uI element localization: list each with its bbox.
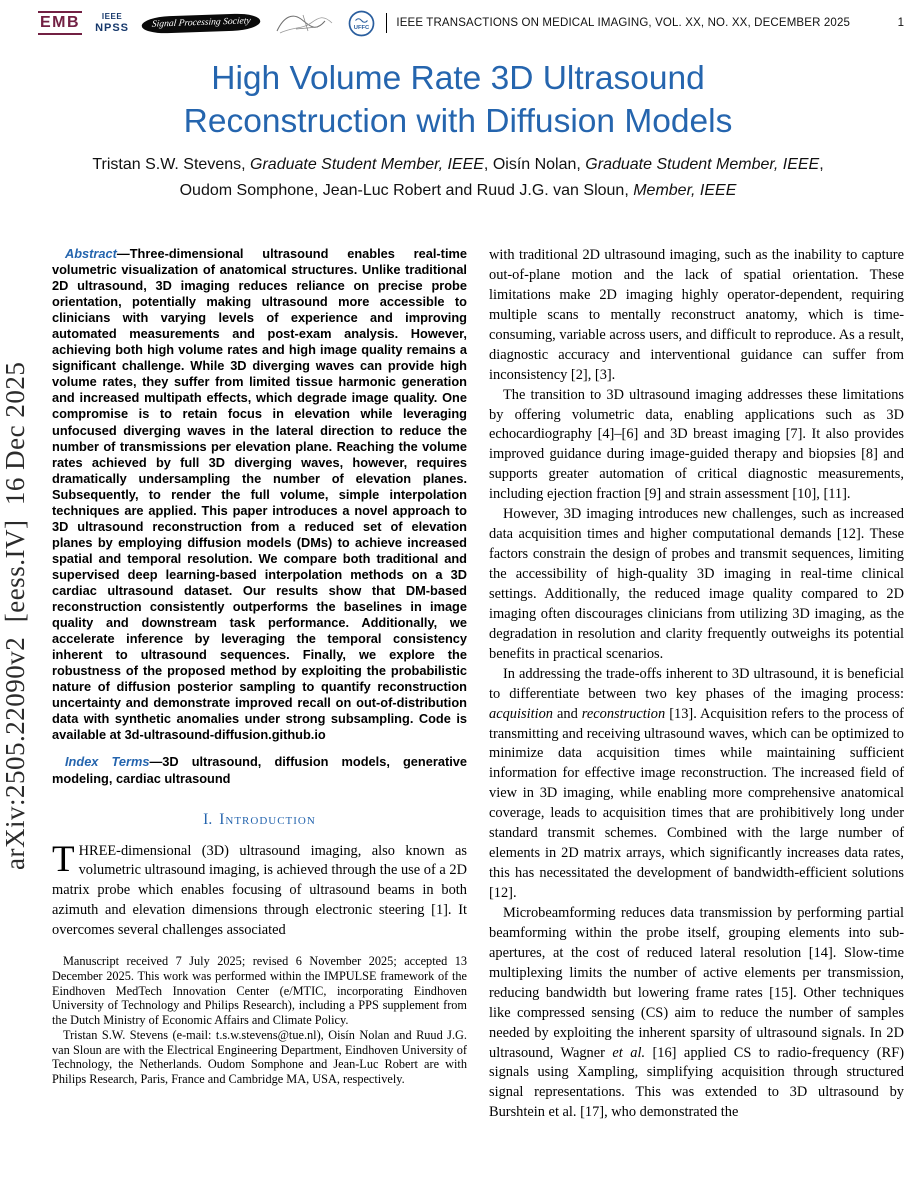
abstract-label: Abstract [65,246,117,261]
abstract-text: —Three-dimensional ultrasound enables real-time volumetric visualization of anatomical structures. Unlike traditional 2D ultrasound, 3D imaging reduces reliance on precise probe orientation, potentially making ultrasound more accessible to clinicians with varying levels of experience and improving automated measurements and post-exam analysis. However, achieving both high volume rates and high image quality remains a significant challenge. While 3D diverging waves can provide high volume rates, they suffer from limited tissue harmonic generation and increased multipath effects, which degrade image quality. One compromise is to retain focus in elevation while leveraging unfocused diverging waves in the lateral direction to reduce the number of transmissions per elevation plane. Reaching the volume rates achieved by full 3D diverging waves, however, requires dramatically undersampling the number of elevation planes. Subsequently, to render the full volume, simple interpolation techniques are applied. This paper introduces a novel approach to 3D ultrasound reconstruction from a reduced set of elevation planes by employing diffusion models (DMs) to achieve increased spatial and temporal resolution. We compare both traditional and supervised deep learning-based interpolation methods on a 3D cardiac ultrasound dataset. Our results show that DM-based reconstruction consistently outperforms the baselines in image quality and downstream task performance. Additionally, we accelerate inference by leveraging the temporal consistency inherent to ultrasound sequences. Finally, we explore the robustness of the proposed method by exploiting the probabilistic nature of diffusion posterior sampling to quantify reconstruction uncertainty and demonstrate improved recall on out-of-distribution data with synthetic anomalies under strong subsampling. Code is available at [52,246,467,743]
index-terms [52,754,467,786]
body-paragraph [489,386,904,506]
sps-banner-text: Signal Processing Society [141,12,262,33]
footnote-manuscript: Manuscript received 7 July 2025; revised 6 November 2025; accepted 13 December 2025. This work was performed within the IMPULSE framework of the Eindhoven MedTech Innovation Center (e/MTIC, incorporating Eindhoven University of Technology and Philips Research), including a PPS supplement from the Dutch Ministry of Economic Affairs and Climate Policy. [52,954,467,1028]
abstract [52,246,467,743]
italic-text: Graduate Student Member, IEEE [585,156,820,173]
running-header [38,6,904,40]
body-paragraph [489,505,904,665]
header-divider [386,13,387,33]
section-number: I. [203,810,213,828]
text-run: The transition to 3D ultrasound imaging addresses these limitations by offering volumetric data, enabling applications such as 3D echocardiography [4]–[6] and 3D breast imaging [7]. It also provides improved guidance during image-guided therapy and biopsies [8] and supports greater automation of critical diagnostic measurements, including ejection fraction [9] and strain assessment [10], [11]. [489,386,904,503]
intro-paragraph [52,838,467,942]
text-run: with traditional 2D ultrasound imaging, such as the inability to capture out-of-plane motion and the lack of spatial orientation. These limitations make 2D imaging highly operator-dependent, requiring multiple scans to mentally reconstruct anatomy, which is time-consuming, variable across users, and difficult to reproduce. As a result, diagnostic accuracy and interventional guidance can suffer from inconsistency [2], [3]. [489,247,904,383]
text-run: [13]. Acquisition refers to the process of transmitting and receiving ultrasound waves, which can be optimized to minimize data acquisition times while maintaining sufficient information for effective image reconstruction. The increased field of view in 3D imaging, while enabling more comprehensive anatomical coverage, leads to acquisition times that are prohibitively long under standard transmit schemes. Combined with the large number of elements in 2D matrix arrays, which significantly increases data rates, this has necessitated the development of bandwidth-efficient solutions [12]. [489,705,904,901]
arxiv-watermark: arXiv:2505.22090v2 [eess.IV] 16 Dec 2025 [0,361,30,871]
uffc-wordmark: UFFC [354,24,370,31]
page-number: 1 [897,17,904,29]
author-line-2 [0,178,916,204]
publisher-logos [38,10,375,37]
text-run: Tristan S.W. Stevens, [92,156,251,173]
text-run: In addressing the trade-offs inherent to 3D ultrasound, it is beneficial to differentiate between two key phases of the imaging process: [489,665,904,702]
first-page-footnotes [52,954,467,1087]
ieee-npss-logo [95,13,129,34]
signal-processing-society-logo [142,15,260,32]
index-terms-text: —3D ultrasound, diffusion models, generative modeling, cardiac ultrasound [52,754,467,786]
text-run: Microbeamforming reduces data transmission by performing partial beamforming within the probe itself, grouping elements into sub-apertures, at the cost of reduced lateral resolution [14]. Slow-time multiplexing limits the number of active elements per transmission, reducing bandwidth but lowering frame rates [15]. Other techniques like compressed sensing (CS) aim to reduce the number of samples needed by exploiting the inherent sparsity of ultrasound signals. In 2D ultrasound, Wagner [489,904,904,1061]
text-run: [16] applied CS to radio-frequency (RF) signals using Xampling, simplifying acquisition through structured signal representations. This was extended to 3D ultrasound by Burshtein et al. [17], who demonstrated the [489,1044,904,1121]
two-column-body [52,246,904,1200]
right-column [489,246,904,1200]
dropcap: T [52,838,75,880]
paper-title [0,58,916,144]
uffc-logo [348,10,375,37]
text-run: and [552,705,582,722]
intro-text: HREE-dimensional (3D) ultrasound imaging, also known as volumetric ultrasound imaging, is achieved through the use of a 2D matrix probe which enables focusing of ultrasound beams in both azimuth and elevation dimensions through electronic steering [1]. It overcomes several challenges associated [52,842,467,939]
body-paragraph [489,904,904,1123]
author-byline [0,152,916,203]
index-terms-label: Index Terms [65,754,150,770]
section-title: Introduction [219,810,316,828]
paper-title-text: High Volume Rate 3D Ultrasound Reconstruction with Diffusion Models [183,60,733,140]
text-run: However, 3D imaging introduces new challenges, such as increased data acquisition times and higher computational demands [12]. These factors constrain the design of probes and transmit sequences, limiting the accessibility of high-quality 3D imaging in real-time clinical settings. Additionally, the reduced image quality compared to 2D imaging often discourages clinicians from utilizing 3D imaging, as the degradation in resolution and clarity frequently outweighs its potential benefits in practical scenarios. [489,506,904,662]
code-link[interactable]: 3d-ultrasound-diffusion.github.io [124,727,326,743]
sketch-logo [273,10,335,36]
embs-logo: EMB [38,11,82,34]
text-run: , [819,156,824,173]
italic-text: reconstruction [581,705,666,722]
ieee-wordmark: IEEE [101,11,123,21]
body-paragraph [489,246,904,386]
section-heading-introduction [52,811,467,829]
italic-text: Member, IEEE [633,181,737,199]
body-paragraph [489,665,904,904]
author-line-1 [0,152,916,178]
italic-text: Graduate Student Member, IEEE [250,156,484,173]
left-column [52,246,467,1200]
text-run: Oudom Somphone, Jean-Luc Robert and Ruud J.G. van Sloun, [179,181,634,199]
italic-text: acquisition [489,705,553,722]
italic-text: et al. [612,1044,646,1061]
npss-wordmark: NPSS [95,21,130,34]
text-run: , Oisín Nolan, [483,156,586,173]
footnote-affiliations: Tristan S.W. Stevens (e-mail: t.s.w.stevens@tue.nl), Oisín Nolan and Ruud J.G. van Sloun are with the Electrical Engineering Department, Eindhoven University of Technology, the Netherlands. Oudom Somphone and Jean-Luc Robert are with Philips Research, Paris, France and Cambridge MA, USA, respectively. [52,1027,467,1087]
journal-title: IEEE TRANSACTIONS ON MEDICAL IMAGING, VOL. XX, NO. XX, DECEMBER 2025 [396,17,851,29]
